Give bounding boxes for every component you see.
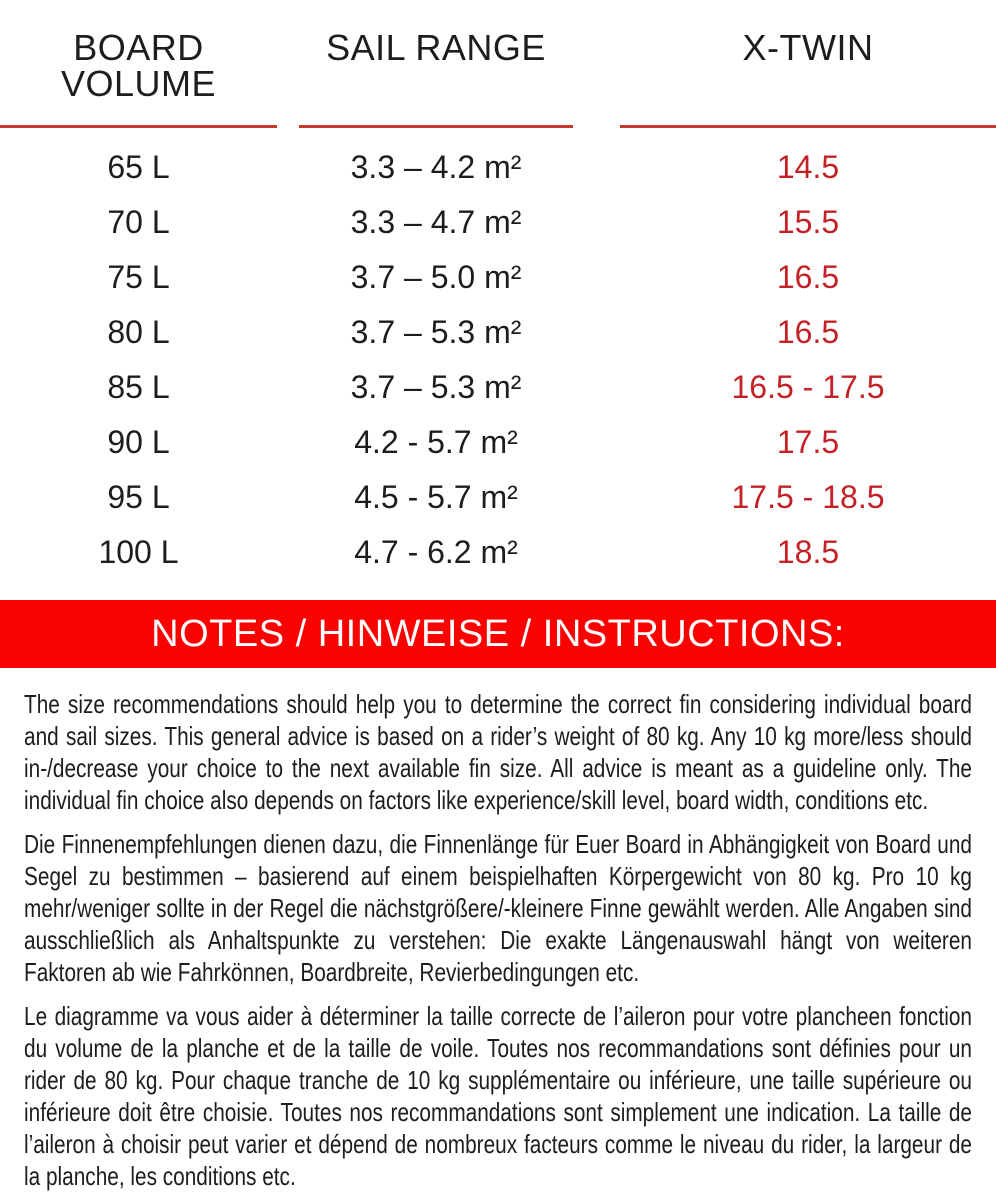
board-volume-value: 90 L [107, 424, 170, 460]
notes-section [0, 668, 996, 1192]
sail-range-value: 3.3 – 4.7 m² [350, 204, 522, 240]
table-row [0, 525, 996, 580]
board-volume-value: 85 L [107, 369, 170, 405]
board-volume-value: 65 L [107, 149, 170, 185]
fin-size-table [0, 140, 996, 580]
sail-range-value: 3.3 – 4.2 m² [350, 149, 522, 185]
header-underlines [0, 125, 996, 128]
sail-range-value: 3.7 – 5.3 m² [350, 369, 522, 405]
board-volume-value: 80 L [107, 314, 170, 350]
table-header-row [0, 0, 996, 102]
board-volume-value: 75 L [107, 259, 170, 295]
table-row [0, 140, 996, 195]
column-header-board-volume: BOARD VOLUME [60, 27, 217, 104]
note-paragraph-english: The size recommendations should help you to determine the correct fin considering individual board and sail sizes. This general advice is based on a rider’s weight of 80 kg. Any 10 kg more/less should in-/decrease your choice to the next available fin size. All advice is meant as a guideline only. The individual fin choice also depends on factors like experience/skill level, board width, conditions etc. [24, 689, 972, 815]
note-paragraph-french: Le diagramme va vous aider à déterminer la taille correcte de l’aileron pour votre plancheen fonction du volume de la planche et de la taille de voile. Toutes nos recommandations sont définies pour un rider de 80 kg. Pour chaque tranche de 10 kg supplémentaire ou inférieure, une taille supérieure ou inférieure doit être choisie. Toutes nos recommandations sont simplement une indication. La taille de l’aileron à choisir peut varier et dépend de nombreux facteurs comme le niveau du rider, la largeur de la planche, les conditions etc. [24, 1001, 972, 1191]
fin-size-value: 16.5 [776, 259, 840, 295]
sail-range-value: 4.2 - 5.7 m² [354, 424, 518, 460]
sail-range-value: 3.7 – 5.3 m² [350, 314, 522, 350]
underline-x-twin [620, 125, 996, 128]
table-row [0, 470, 996, 525]
fin-size-value: 16.5 [776, 314, 840, 350]
notes-banner: NOTES / HINWEISE / INSTRUCTIONS: [0, 600, 996, 668]
board-volume-value: 70 L [107, 204, 170, 240]
fin-size-value: 17.5 [776, 424, 840, 460]
fin-size-value: 17.5 - 18.5 [731, 479, 885, 515]
table-row [0, 415, 996, 470]
board-volume-value: 95 L [107, 479, 170, 515]
sail-range-value: 4.7 - 6.2 m² [354, 534, 518, 570]
sail-range-value: 3.7 – 5.0 m² [350, 259, 522, 295]
fin-size-value: 14.5 [776, 149, 840, 185]
fin-size-value: 18.5 [776, 534, 840, 570]
table-row [0, 305, 996, 360]
sail-range-value: 4.5 - 5.7 m² [354, 479, 518, 515]
underline-board-volume [0, 125, 277, 128]
table-row [0, 360, 996, 415]
fin-size-value: 16.5 - 17.5 [731, 369, 885, 405]
note-paragraph-german: Die Finnenempfehlungen dienen dazu, die Finnenlänge für Euer Board in Abhängigkeit von Board und Segel zu bestimmen – basierend auf einem beispielhaften Körpergewicht von 80 kg. Pro 10 kg mehr/weniger sollte in der Regel die nächstgrößere/-kleinere Finne gewählt werden. Alle Angaben sind ausschließlich als Anhaltspunkte zu verstehen: Die exakte Längenauswahl hängt von weiteren Faktoren ab wie Fahrkönnen, Boardbreite, Revierbedingungen etc. [24, 829, 972, 987]
fin-size-value: 15.5 [776, 204, 840, 240]
column-header-x-twin: X-TWIN [742, 27, 874, 68]
board-volume-value: 100 L [98, 534, 179, 570]
table-row [0, 195, 996, 250]
underline-sail-range [299, 125, 573, 128]
table-row [0, 250, 996, 305]
column-header-sail-range: SAIL RANGE [326, 27, 546, 68]
